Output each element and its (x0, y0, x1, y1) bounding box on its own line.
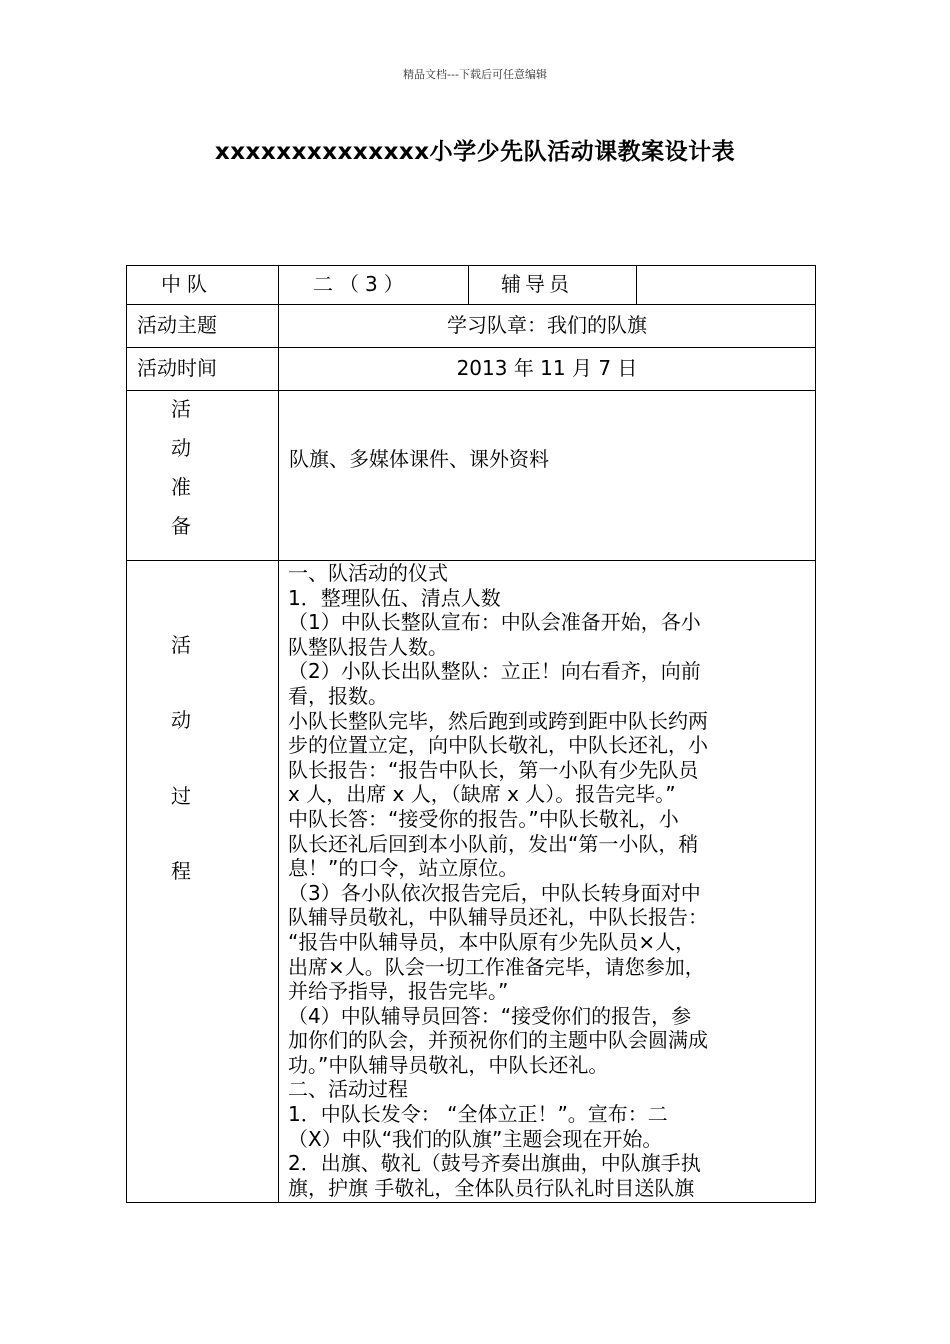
process-line: 旗，护旗 手敬礼，全体队员行队礼时目送队旗 (288, 1175, 695, 1200)
process-content (279, 561, 815, 1202)
theme-value: 学习队章：我们的队旗 (447, 313, 647, 337)
process-line: 队长报告：“报告中队长，第一小队有少先队员 (288, 757, 699, 782)
process-line: 队辅导员敬礼，中队辅导员还礼，中队长报告： (288, 905, 708, 930)
preparation-label-char: 准 (171, 475, 191, 499)
preparation-label-char: 备 (171, 514, 191, 538)
process-line: 功。”中队辅导员敬礼，中队长还礼。 (288, 1052, 609, 1077)
preparation-label (127, 391, 279, 560)
header-note: 精品文档---下载后可任意编辑 (403, 68, 547, 81)
preparation-label-char: 动 (171, 436, 191, 460)
process-label-char: 程 (171, 859, 191, 883)
table-row-squad (127, 266, 815, 304)
process-line: 息！”的口令，站立原位。 (288, 856, 519, 881)
table-row-process (127, 560, 815, 1202)
process-line: 步的位置立定，向中队长敬礼，中队长还礼，小 (288, 733, 708, 758)
table-row-theme (127, 304, 815, 347)
process-label-char: 活 (171, 633, 191, 657)
theme-label: 活动主题 (127, 305, 279, 347)
process-label (127, 561, 279, 1202)
process-line: 看，报数。 (288, 683, 388, 708)
counselor-value (637, 266, 815, 304)
process-line: 中队长答：“接受你的报告。”中队长敬礼，小 (288, 806, 679, 831)
table-row-time (127, 347, 815, 390)
process-line: 队长还礼后回到本小队前，发出“第一小队，稍 (288, 831, 699, 856)
process-line: （3）各小队依次报告完后，中队长转身面对中 (288, 880, 701, 905)
process-line: 1．整理队伍、清点人数 (288, 585, 501, 610)
process-line: 加你们的队会，并预祝你们的主题中队会圆满成 (288, 1028, 708, 1053)
document-title: xxxxxxxxxxxxxx小学少先队活动课教案设计表 (214, 139, 736, 165)
process-line: （X）中队“我们的队旗”主题会现在开始。 (288, 1126, 663, 1151)
process-line: “报告中队辅导员，本中队原有少先队员×人， (288, 929, 696, 954)
counselor-label: 辅导员 (469, 266, 637, 304)
preparation-value: 队旗、多媒体课件、课外资料 (289, 447, 549, 471)
process-line: （4）中队辅导员回答：“接受你们的报告，参 (288, 1003, 692, 1028)
process-line: 并给予指导，报告完毕。” (288, 979, 509, 1004)
preparation-label-char: 活 (171, 397, 191, 421)
time-value: 2013 年 11 月 7 日 (456, 356, 638, 380)
process-line: 队整队报告人数。 (288, 634, 448, 659)
process-line: （1）中队长整队宣布：中队会准备开始，各小 (288, 610, 701, 635)
process-label-char: 动 (171, 708, 191, 732)
process-line: 二、活动过程 (288, 1077, 408, 1102)
lesson-plan-table (126, 265, 816, 1203)
time-label: 活动时间 (127, 348, 279, 390)
process-line: x 人，出席 x 人，（缺席 x 人）。报告完毕。” (288, 782, 676, 807)
process-line: 出席×人。队会一切工作准备完毕，请您参加， (288, 954, 705, 979)
process-line: （2）小队长出队整队：立正！向右看齐，向前 (288, 659, 701, 684)
squad-label: 中队 (127, 266, 279, 304)
process-line: 2．出旗、敬礼（鼓号齐奏出旗曲，中队旗手执 (288, 1151, 701, 1176)
table-row-preparation (127, 390, 815, 560)
process-label-char: 过 (171, 784, 191, 808)
squad-value: 二（3） (279, 266, 469, 304)
process-line: 1．中队长发令： “全体立正！”。宣布：二 (288, 1102, 668, 1127)
process-line: 一、队活动的仪式 (288, 561, 448, 585)
process-line: 小队长整队完毕，然后跑到或跨到距中队长约两 (288, 708, 708, 733)
